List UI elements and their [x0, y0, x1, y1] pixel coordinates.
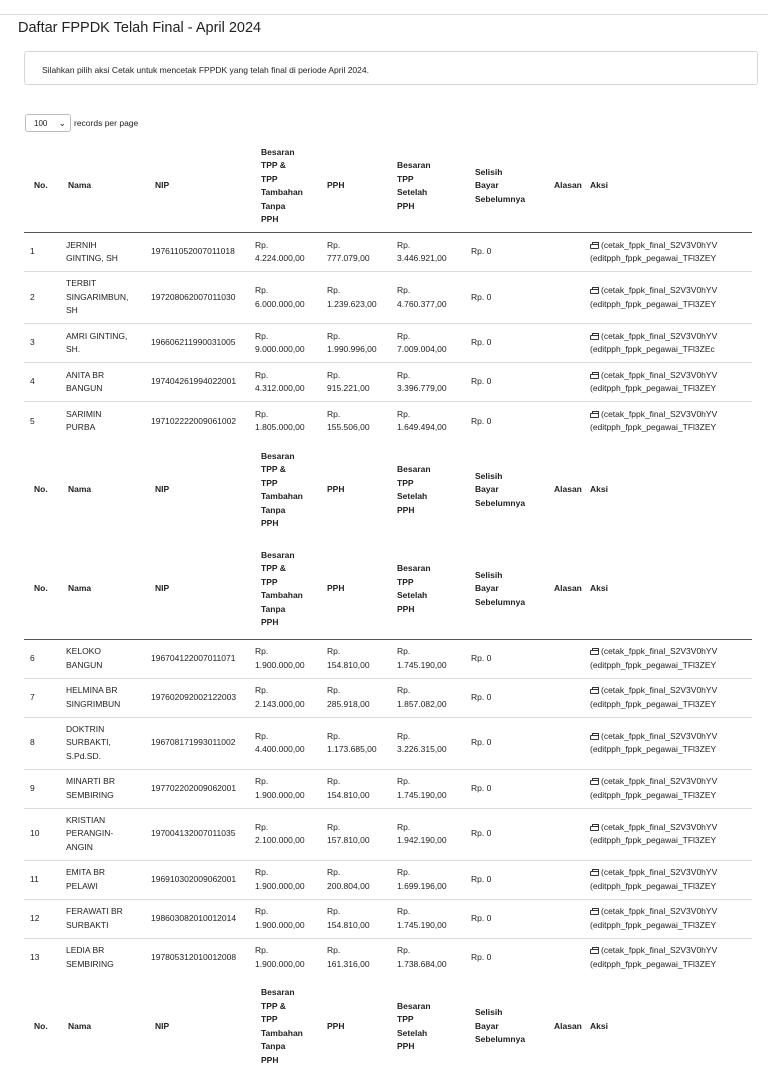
- editpph-link[interactable]: (editpph_fppk_pegawai_TFl3ZEY: [590, 789, 717, 800]
- table-row: [24, 860, 752, 899]
- editpph-link[interactable]: (editpph_fppk_pegawai_TFl3ZEY: [590, 919, 717, 930]
- cell-setelah: Rp. 1.738.684,00: [395, 938, 469, 977]
- cell-tpp: Rp. 4.224.000,00: [253, 233, 325, 272]
- cell-selisih: Rp. 0: [469, 717, 546, 769]
- cell-nama: FERAWATI BR SURBAKTI: [64, 899, 149, 938]
- editpph-link[interactable]: (editpph_fppk_pegawai_TFl3ZEY: [590, 835, 717, 845]
- cell-nama: EMITA BR PELAWI: [64, 860, 149, 899]
- col-aksi: Aksi: [590, 484, 608, 495]
- print-icon: [590, 908, 599, 915]
- editpph-link[interactable]: (editpph_fppk_pegawai_TFl3ZEY: [590, 383, 717, 393]
- col-tpp: Besaran TPP & TPP Tambahan Tanpa PPH: [261, 146, 303, 224]
- cell-aksi: [588, 324, 752, 363]
- cell-aksi: [588, 678, 752, 717]
- cell-setelah: Rp. 1.745.190,00: [395, 899, 469, 938]
- cell-selisih: Rp. 0: [469, 938, 546, 977]
- col-nip: NIP: [155, 583, 170, 594]
- cell-pph: Rp. 1.173.685,00: [325, 717, 395, 769]
- cell-setelah: Rp. 3.226.315,00: [395, 717, 469, 769]
- cell-selisih: Rp. 0: [469, 639, 546, 678]
- cetak-link[interactable]: (cetak_fppk_final_S2V3V0hYV: [590, 866, 752, 880]
- table-row: [24, 324, 752, 363]
- cell-aksi: [588, 808, 752, 860]
- editpph-link[interactable]: (editpph_fppk_pegawai_TFl3ZEY: [590, 958, 717, 969]
- table-row: [24, 769, 752, 808]
- cell-no: 6: [24, 639, 64, 678]
- cell-no: 11: [24, 860, 64, 899]
- cell-alasan: [546, 363, 588, 402]
- cell-setelah: Rp. 1.745.190,00: [395, 769, 469, 808]
- cell-alasan: [546, 678, 588, 717]
- cell-no: 4: [24, 363, 64, 402]
- cell-setelah: Rp. 1.857.082,00: [395, 678, 469, 717]
- cell-tpp: Rp. 2.100.000,00: [253, 808, 325, 860]
- fppdk-table-wrapper: [24, 140, 752, 1076]
- cetak-link[interactable]: (cetak_fppk_final_S2V3V0hYV: [590, 369, 752, 383]
- col-no: No.: [34, 484, 48, 495]
- col-aksi: Aksi: [590, 1020, 608, 1031]
- cell-no: 10: [24, 808, 64, 860]
- cell-nama: KRISTIAN PERANGIN- ANGIN: [64, 808, 149, 860]
- cell-tpp: Rp. 1.900.000,00: [253, 938, 325, 977]
- col-nama: Nama: [68, 180, 92, 191]
- cell-nama: LEDIA BR SEMBIRING: [64, 938, 149, 977]
- cell-tpp: Rp. 1.900.000,00: [253, 860, 325, 899]
- cell-pph: Rp. 154.810,00: [325, 899, 395, 938]
- cetak-link[interactable]: (cetak_fppk_final_S2V3V0hYV: [590, 330, 752, 344]
- cell-nip: 197805312010012008: [149, 938, 253, 977]
- cell-aksi: [588, 363, 752, 402]
- editpph-link[interactable]: (editpph_fppk_pegawai_TFl3ZEY: [590, 422, 717, 433]
- cetak-link[interactable]: (cetak_fppk_final_S2V3V0hYV: [590, 239, 752, 253]
- cell-nama: SARIMIN PURBA: [64, 402, 149, 441]
- cell-pph: Rp. 285.918,00: [325, 678, 395, 717]
- cell-alasan: [546, 639, 588, 678]
- print-icon: [590, 869, 599, 876]
- cell-aksi: [588, 717, 752, 769]
- cell-no: 1: [24, 233, 64, 272]
- cell-nama: ANITA BR BANGUN: [64, 363, 149, 402]
- print-icon: [590, 333, 599, 340]
- cell-aksi: [588, 899, 752, 938]
- col-aksi: Aksi: [590, 180, 608, 191]
- cell-alasan: [546, 402, 588, 441]
- cell-alasan: [546, 324, 588, 363]
- cell-aksi: [588, 860, 752, 899]
- col-nip: NIP: [155, 484, 170, 495]
- print-icon: [590, 733, 599, 740]
- cell-tpp: Rp. 1.900.000,00: [253, 639, 325, 678]
- col-no: No.: [34, 180, 48, 191]
- print-icon: [590, 242, 599, 249]
- page-title: Daftar FPPDK Telah Final - April 2024: [18, 20, 262, 36]
- cetak-link[interactable]: (cetak_fppk_final_S2V3V0hYV: [590, 730, 752, 744]
- cell-no: 2: [24, 272, 64, 324]
- editpph-link[interactable]: (editpph_fppk_pegawai_TFl3ZEc: [590, 344, 715, 354]
- cell-nip: 197611052007011018: [149, 233, 253, 272]
- col-tpp: Besaran TPP & TPP Tambahan Tanpa PPH: [261, 987, 303, 1065]
- cell-nip: 196708171993011002: [149, 717, 253, 769]
- cell-aksi: [588, 233, 752, 272]
- col-setelah: Besaran TPP Setelah PPH: [397, 464, 431, 515]
- col-nama: Nama: [68, 484, 92, 495]
- col-alasan: Alasan: [554, 180, 582, 191]
- cell-aksi: [588, 402, 752, 441]
- col-alasan: Alasan: [554, 583, 582, 594]
- cell-tpp: Rp. 4.400.000,00: [253, 717, 325, 769]
- info-text: Silahkan pilih aksi Cetak untuk mencetak FPPDK yang telah final di periode April 2024.: [42, 65, 369, 75]
- col-pph: PPH: [327, 1020, 345, 1031]
- cell-aksi: [588, 769, 752, 808]
- fppdk-table: [24, 140, 752, 1076]
- cell-nama: AMRI GINTING, SH.: [64, 324, 149, 363]
- cell-alasan: [546, 769, 588, 808]
- cell-nip: 197208062007011030: [149, 272, 253, 324]
- col-selisih: Selisih Bayar Sebelumnya: [475, 166, 526, 204]
- cell-pph: Rp. 1.239.623,00: [325, 272, 395, 324]
- col-nama: Nama: [68, 583, 92, 594]
- table-header-row: [24, 540, 752, 640]
- cell-alasan: [546, 233, 588, 272]
- records-per-page: [25, 114, 138, 132]
- cell-selisih: Rp. 0: [469, 769, 546, 808]
- col-selisih: Selisih Bayar Sebelumnya: [475, 569, 526, 607]
- page-size-select[interactable]: [25, 114, 71, 132]
- cell-nip: 197404261994022001: [149, 363, 253, 402]
- table-row: [24, 363, 752, 402]
- cetak-link[interactable]: (cetak_fppk_final_S2V3V0hYV: [590, 944, 752, 958]
- col-nip: NIP: [155, 180, 170, 191]
- col-no: No.: [34, 1020, 48, 1031]
- cell-nip: 198603082010012014: [149, 899, 253, 938]
- table-row: [24, 678, 752, 717]
- editpph-link[interactable]: (editpph_fppk_pegawai_TFl3ZEY: [590, 659, 717, 670]
- col-aksi: Aksi: [590, 583, 608, 594]
- cell-nip: 197602092002122003: [149, 678, 253, 717]
- cell-selisih: Rp. 0: [469, 678, 546, 717]
- print-icon: [590, 947, 599, 954]
- cell-pph: Rp. 915.221,00: [325, 363, 395, 402]
- cell-selisih: Rp. 0: [469, 233, 546, 272]
- cell-aksi: [588, 639, 752, 678]
- table-header-row: [24, 140, 752, 233]
- cell-nip: 196606211990031005: [149, 324, 253, 363]
- col-pph: PPH: [327, 484, 345, 495]
- cell-tpp: Rp. 1.805.000,00: [253, 402, 325, 441]
- cell-tpp: Rp. 9.000.000,00: [253, 324, 325, 363]
- cell-selisih: Rp. 0: [469, 363, 546, 402]
- table-row: [24, 233, 752, 272]
- col-no: No.: [34, 583, 48, 594]
- cell-nip: 197702202009062001: [149, 769, 253, 808]
- print-icon: [590, 648, 599, 655]
- cell-tpp: Rp. 2.143.000,00: [253, 678, 325, 717]
- cell-alasan: [546, 938, 588, 977]
- col-tpp: Besaran TPP & TPP Tambahan Tanpa PPH: [261, 450, 303, 528]
- cell-no: 7: [24, 678, 64, 717]
- cell-nama: KELOKO BANGUN: [64, 639, 149, 678]
- col-setelah: Besaran TPP Setelah PPH: [397, 1000, 431, 1051]
- editpph-link[interactable]: (editpph_fppk_pegawai_TFl3ZEY: [590, 744, 717, 754]
- table-row: [24, 938, 752, 977]
- cell-pph: Rp. 200.804,00: [325, 860, 395, 899]
- cell-nip: 196910302009062001: [149, 860, 253, 899]
- cell-setelah: Rp. 1.649.494,00: [395, 402, 469, 441]
- cell-no: 9: [24, 769, 64, 808]
- col-pph: PPH: [327, 180, 345, 191]
- cell-setelah: Rp. 3.446.921,00: [395, 233, 469, 272]
- cell-nama: MINARTI BR SEMBIRING: [64, 769, 149, 808]
- cell-aksi: [588, 272, 752, 324]
- cell-nip: 197102222009061002: [149, 402, 253, 441]
- cell-nip: 196704122007011071: [149, 639, 253, 678]
- col-tpp: Besaran TPP & TPP Tambahan Tanpa PPH: [261, 549, 303, 627]
- cetak-link[interactable]: (cetak_fppk_final_S2V3V0hYV: [590, 645, 752, 659]
- cell-no: 12: [24, 899, 64, 938]
- cell-pph: Rp. 1.990.996,00: [325, 324, 395, 363]
- cell-no: 8: [24, 717, 64, 769]
- cell-nama: DOKTRIN SURBAKTI, S.Pd.SD.: [64, 717, 149, 769]
- col-setelah: Besaran TPP Setelah PPH: [397, 563, 431, 614]
- table-body: [24, 140, 752, 1076]
- table-row: [24, 899, 752, 938]
- cell-alasan: [546, 272, 588, 324]
- cell-alasan: [546, 899, 588, 938]
- cell-setelah: Rp. 1.942.190,00: [395, 808, 469, 860]
- cell-nama: TERBIT SINGARIMBUN, SH: [64, 272, 149, 324]
- col-setelah: Besaran TPP Setelah PPH: [397, 160, 431, 211]
- cell-tpp: Rp. 1.900.000,00: [253, 769, 325, 808]
- cell-pph: Rp. 157.810,00: [325, 808, 395, 860]
- print-icon: [590, 372, 599, 379]
- cell-setelah: Rp. 3.396.779,00: [395, 363, 469, 402]
- cell-selisih: Rp. 0: [469, 324, 546, 363]
- cell-selisih: Rp. 0: [469, 402, 546, 441]
- print-icon: [590, 687, 599, 694]
- cell-no: 5: [24, 402, 64, 441]
- cell-setelah: Rp. 7.009.004,00: [395, 324, 469, 363]
- cell-setelah: Rp. 4.760.377,00: [395, 272, 469, 324]
- cell-nama: JERNIH GINTING, SH: [64, 233, 149, 272]
- print-icon: [590, 778, 599, 785]
- cell-aksi: [588, 938, 752, 977]
- editpph-link[interactable]: (editpph_fppk_pegawai_TFl3ZEY: [590, 298, 717, 309]
- cell-nip: 197004132007011035: [149, 808, 253, 860]
- cell-tpp: Rp. 4.312.000,00: [253, 363, 325, 402]
- cell-selisih: Rp. 0: [469, 808, 546, 860]
- cell-alasan: [546, 808, 588, 860]
- col-nama: Nama: [68, 1020, 92, 1031]
- table-row: [24, 272, 752, 324]
- cell-selisih: Rp. 0: [469, 899, 546, 938]
- cell-no: 3: [24, 324, 64, 363]
- cell-pph: Rp. 154.810,00: [325, 769, 395, 808]
- cell-pph: Rp. 161.316,00: [325, 938, 395, 977]
- cetak-link[interactable]: (cetak_fppk_final_S2V3V0hYV: [590, 821, 752, 835]
- cetak-link[interactable]: (cetak_fppk_final_S2V3V0hYV: [590, 408, 752, 422]
- editpph-link[interactable]: (editpph_fppk_pegawai_TFl3ZEY: [590, 880, 717, 891]
- print-icon: [590, 824, 599, 831]
- cell-selisih: Rp. 0: [469, 860, 546, 899]
- cell-pph: Rp. 154.810,00: [325, 639, 395, 678]
- cell-alasan: [546, 860, 588, 899]
- col-alasan: Alasan: [554, 484, 582, 495]
- table-row: [24, 639, 752, 678]
- top-divider: [0, 14, 768, 15]
- cell-alasan: [546, 717, 588, 769]
- cetak-link[interactable]: (cetak_fppk_final_S2V3V0hYV: [590, 684, 752, 698]
- cell-nama: HELMINA BR SINGRIMBUN: [64, 678, 149, 717]
- cell-pph: Rp. 155.506,00: [325, 402, 395, 441]
- table-row: [24, 808, 752, 860]
- col-selisih: Selisih Bayar Sebelumnya: [475, 1007, 526, 1045]
- cell-tpp: Rp. 6.000.000,00: [253, 272, 325, 324]
- cell-setelah: Rp. 1.745.190,00: [395, 639, 469, 678]
- col-pph: PPH: [327, 583, 345, 594]
- cell-setelah: Rp. 1.699.196,00: [395, 860, 469, 899]
- cetak-link[interactable]: (cetak_fppk_final_S2V3V0hYV: [590, 775, 752, 789]
- cetak-link[interactable]: (cetak_fppk_final_S2V3V0hYV: [590, 905, 752, 919]
- editpph-link[interactable]: (editpph_fppk_pegawai_TFl3ZEY: [590, 698, 717, 709]
- page-size-value: 100: [34, 118, 48, 128]
- editpph-link[interactable]: (editpph_fppk_pegawai_TFl3ZEY: [590, 253, 717, 263]
- table-row: [24, 402, 752, 441]
- cell-tpp: Rp. 1.900.000,00: [253, 899, 325, 938]
- print-icon: [590, 287, 599, 294]
- table-header-row: [24, 441, 752, 540]
- cell-selisih: Rp. 0: [469, 272, 546, 324]
- table-header-row: [24, 977, 752, 1076]
- cell-no: 13: [24, 938, 64, 977]
- chevron-down-icon: ⌄: [58, 117, 66, 128]
- col-selisih: Selisih Bayar Sebelumnya: [475, 470, 526, 508]
- table-row: [24, 717, 752, 769]
- records-per-page-label: records per page: [74, 118, 139, 128]
- col-alasan: Alasan: [554, 1020, 582, 1031]
- col-nip: NIP: [155, 1020, 170, 1031]
- cetak-link[interactable]: (cetak_fppk_final_S2V3V0hYV: [590, 284, 752, 298]
- print-icon: [590, 411, 599, 418]
- info-alert: [24, 51, 758, 85]
- cell-pph: Rp. 777.079,00: [325, 233, 395, 272]
